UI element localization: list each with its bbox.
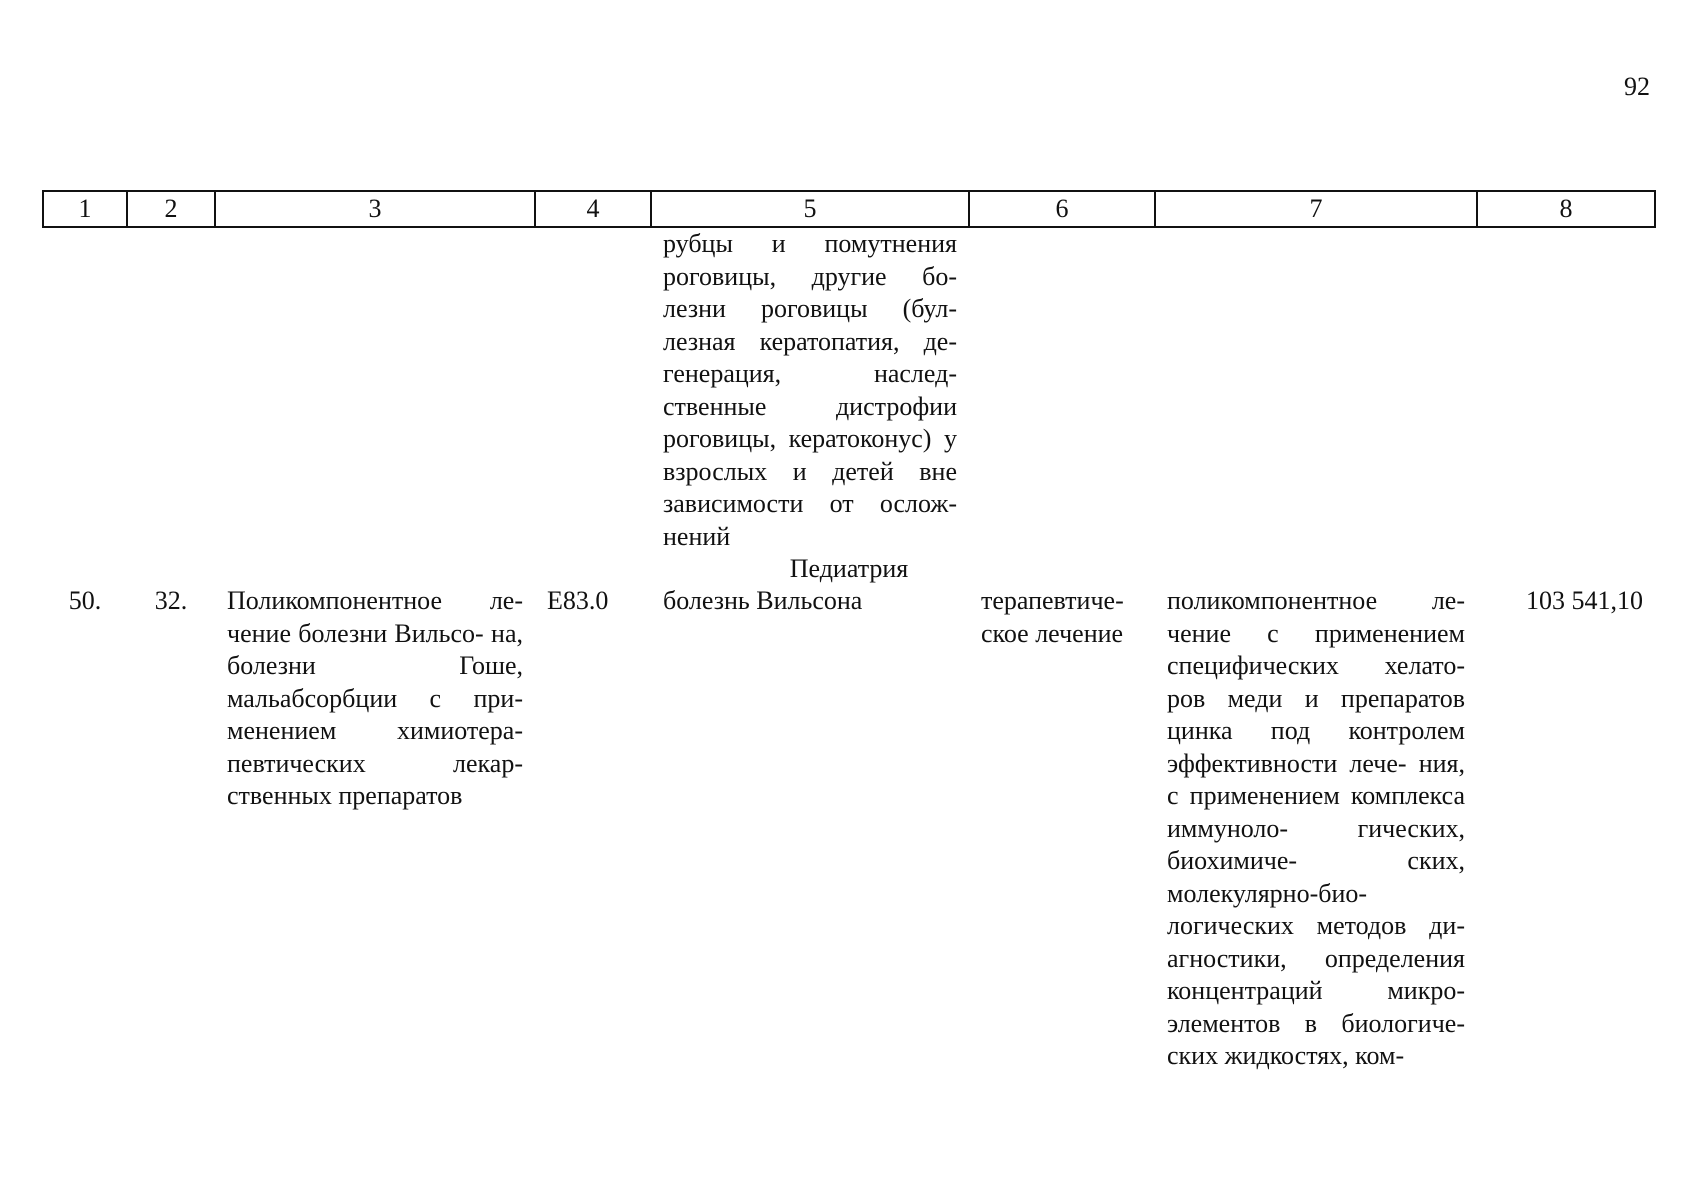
column-header-4: 4 <box>535 191 651 227</box>
group-number: 32. <box>154 586 188 615</box>
text-line: гических, биохимиче- <box>1167 813 1465 875</box>
icd-code: E83.0 <box>547 586 609 615</box>
text-line: ских, молекулярно-био- <box>1167 846 1465 908</box>
text-line: эффективности лече- <box>1167 748 1407 778</box>
text-line: у взрослых и детей вне <box>663 424 957 486</box>
table-row <box>43 585 1655 1073</box>
text-line: специфических хелато- <box>1167 651 1465 680</box>
patient-model-cell: болезнь Вильсона <box>663 586 863 615</box>
treatment-type-cell <box>969 585 1155 1073</box>
text-line: ственные дистрофии <box>663 391 957 421</box>
text-line: ских жидкостях, ком- <box>1167 1041 1405 1070</box>
text-line: цинка под контролем <box>1167 716 1465 745</box>
page-number: 92 <box>1624 72 1650 101</box>
medical-care-table <box>42 190 1656 1073</box>
column-header-3: 3 <box>215 191 535 227</box>
treatment-method-cell <box>1155 585 1477 1073</box>
text-line: ния, с применением <box>1167 748 1465 810</box>
text-line: агностики, определения <box>1167 943 1465 973</box>
continued-disease-model-cell <box>651 227 969 553</box>
column-header-5: 5 <box>651 191 969 227</box>
text-line: мальабсорбции с при- <box>227 683 523 713</box>
text-line: менением химиотера- <box>227 716 523 745</box>
text-line: чение болезни Вильсо- <box>227 618 484 648</box>
row-number: 50. <box>68 586 102 615</box>
text-line: логических методов ди- <box>1167 911 1465 940</box>
text-line: роговицы, другие бо- <box>663 261 957 291</box>
text-line: поликомпонентное ле- <box>1167 586 1465 615</box>
text-line: ров меди и препаратов <box>1167 683 1465 713</box>
text-line: элементов в биологиче- <box>1167 1008 1465 1038</box>
text-line: нений <box>663 521 731 551</box>
text-line: ственных препаратов <box>227 781 463 810</box>
text-line: зависимости от ослож- <box>663 489 957 518</box>
column-header-1: 1 <box>43 191 127 227</box>
care-type-name-cell <box>215 585 535 1073</box>
column-number-header <box>43 191 1655 227</box>
text-line: комплекса иммуноло- <box>1167 781 1466 843</box>
continuation-row <box>43 227 1655 553</box>
text-line: певтических лекар- <box>227 748 523 778</box>
text-line: лезни роговицы (бул- <box>663 294 957 323</box>
text-line: рубцы и помутнения <box>663 229 957 258</box>
column-header-2: 2 <box>127 191 215 227</box>
text-line: генерация, наслед- <box>663 359 957 388</box>
section-title: Педиатрия <box>789 554 909 583</box>
text-line: роговицы, кератоконус) <box>663 424 932 453</box>
text-line: концентраций микро- <box>1167 976 1465 1005</box>
column-header-6: 6 <box>969 191 1155 227</box>
text-line: лезная кератопатия, де- <box>663 326 957 356</box>
text-line: Поликомпонентное ле- <box>227 586 523 615</box>
cost-value: 103 541,10 <box>1526 586 1643 615</box>
column-header-7: 7 <box>1155 191 1477 227</box>
text-line: чение с применением <box>1167 618 1465 648</box>
column-header-8: 8 <box>1477 191 1655 227</box>
text-line: на, болезни Гоше, <box>227 618 523 680</box>
text-line: ское лечение <box>981 618 1124 648</box>
text-line: терапевтиче- <box>981 586 1124 615</box>
section-row <box>43 553 1655 585</box>
